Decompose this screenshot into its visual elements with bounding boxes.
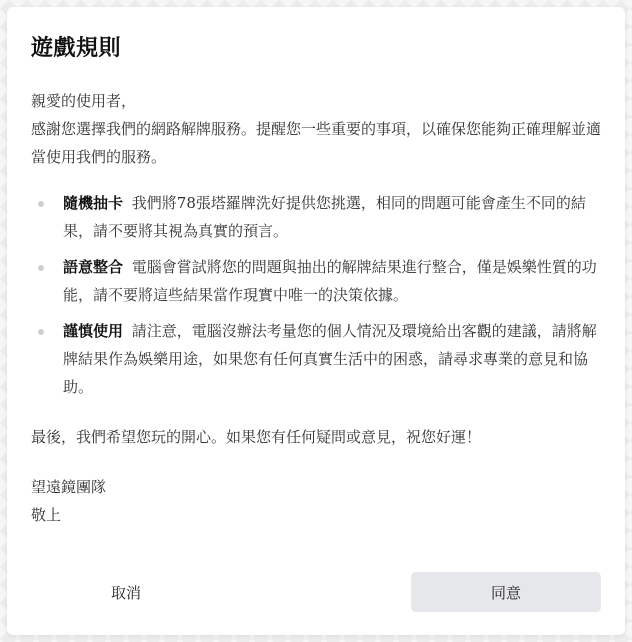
bullet-icon <box>38 201 44 207</box>
agree-button[interactable]: 同意 <box>411 572 601 612</box>
signature-sign: 敬上 <box>31 506 62 524</box>
rule-text: 我們將78張塔羅牌洗好提供您挑選，相同的問題可能會產生不同的結果，請不要將其視為真實的預言。 <box>63 194 586 240</box>
rules-list <box>31 189 601 401</box>
signature-team: 望遠鏡團隊 <box>31 478 107 496</box>
rule-item-use-with-caution <box>31 317 601 401</box>
rule-text: 電腦會嘗試將您的問題與抽出的解牌結果進行整合，僅是娛樂性質的功能，請不要將這些結果當作現實中唯一的決策依據。 <box>63 258 597 304</box>
rule-text: 請注意，電腦沒辦法考量您的個人情況及環境給出客觀的建議，請將解牌結果作為娛樂用途，如果您有任何真實生活中的困惑，請尋求專業的意見和協助。 <box>63 322 597 396</box>
intro-text: 感謝您選擇我們的網路解牌服務。提醒您一些重要的事項，以確保您能夠正確理解並適當使用我們的服務。 <box>31 120 602 166</box>
cancel-button[interactable]: 取消 <box>31 572 221 612</box>
rule-title: 語意整合 <box>63 258 124 276</box>
rules-dialog <box>7 7 625 635</box>
rule-item-semantic-integration <box>31 253 601 309</box>
dialog-body <box>31 87 601 529</box>
bullet-icon <box>38 329 44 335</box>
rule-title: 謹慎使用 <box>63 322 124 340</box>
dialog-title: 遊戲規則 <box>31 35 122 61</box>
rule-title: 隨機抽卡 <box>63 194 124 212</box>
closing-text: 最後，我們希望您玩的開心。如果您有任何疑問或意見，祝您好運！ <box>31 428 482 446</box>
greeting-text: 親愛的使用者， <box>31 92 137 110</box>
bullet-icon <box>38 265 44 271</box>
rule-item-random-draw <box>31 189 601 245</box>
